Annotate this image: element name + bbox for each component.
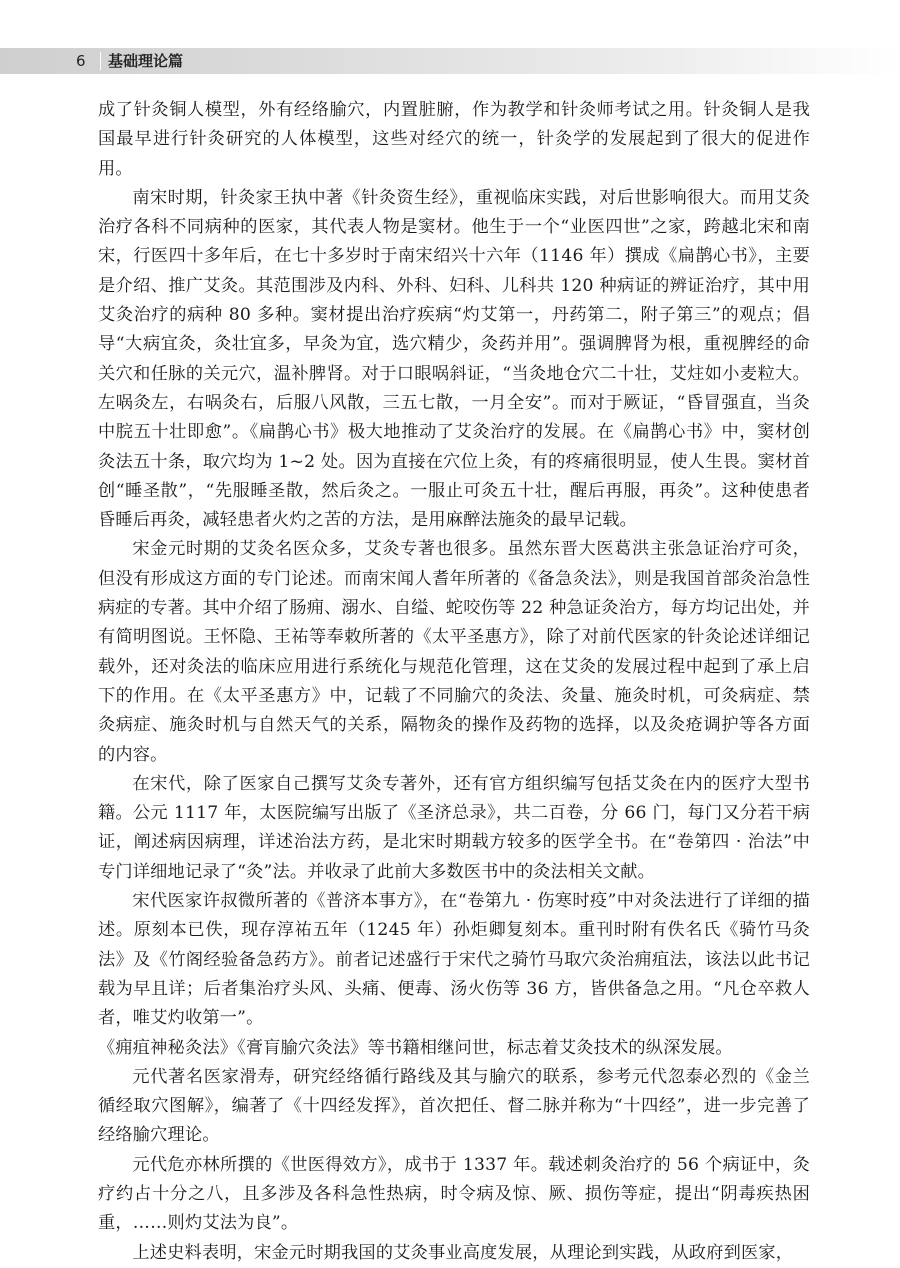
paragraph-1: 成了针灸铜人模型，外有经络腧穴，内置脏腑，作为教学和针灸师考试之用。针灸铜人是我国最早进行针灸研究的人体模型，这些对经穴的统一，针灸学的发展起到了很大的促进作用。 xyxy=(98,100,810,179)
paragraph-9: 上述史料表明，宋金元时期我国的艾灸事业高度发展，从理论到实践，从政府到医家， xyxy=(132,1242,794,1263)
paragraph-4: 在宋代，除了医家自己撰写艾灸专著外，还有官方组织编写包括艾灸在内的医疗大型书籍。公元 1117 年，太医院编写出版了《圣济总录》，共二百卷，分 66 门，每门又分若干病证，阐述病因病理，详述治法方药，是北宋时期载方较多的医学全书。在“卷第四 · 治法”中专门详细地记录了“灸”法。并收录了此前大多数医书中的灸法相关文献。 xyxy=(98,773,810,882)
paragraph-8: 元代危亦林所撰的《世医得效方》，成书于 1337 年。载述刺灸治疗的 56 个病证中，灸疗约占十分之八，且多涉及各科急性热病，时令病及惊、厥、损伤等症，提出“阴毒疾热困重，……则灼艾法为良”。 xyxy=(98,1154,810,1234)
header-divider xyxy=(100,52,101,70)
body-text xyxy=(98,96,810,1268)
page-number: 6 xyxy=(76,52,86,70)
paragraph-7: 元代著名医家滑寿，研究经络循行路线及其与腧穴的联系，参考元代忽泰必烈的《金兰循经取穴图解》，编著了《十四经发挥》，首次把任、督二脉并称为“十四经”，进一步完善了经络腧穴理论。 xyxy=(98,1066,810,1146)
paragraph-2: 南宋时期，针灸家王执中著《针灸资生经》，重视临床实践，对后世影响很大。而用艾灸治疗各科不同病种的医家，其代表人物是窦材。他生于一个“业医四世”之家，跨越北宋和南宋，行医四十多年后，在七十多岁时于南宋绍兴十六年（1146 年）撰成《扁鹊心书》，主要是介绍、推广艾灸。其范围涉及内科、外科、妇科、儿科共 120 种病证的辨证治疗，其中用艾灸治疗的病种 80 多种。窦材提出治疗疾病“灼艾第一，丹药第二，附子第三”的观点；倡导“大病宜灸，灸壮宜多，早灸为宜，选穴精少，灸药并用”。强调脾肾为根，重视脾经的命关穴和任脉的关元穴，温补脾肾。对于口眼㖞斜证，“当灸地仓穴二十壮，艾炷如小麦粒大。左㖞灸左，右㖞灸右，后服八风散，三五七散，一月全安”。而对于厥证，“昏冒强直，当灸中脘五十壮即愈”。《扁鹊心书》极大地推动了艾灸治疗的发展。在《扁鹊心书》中，窦材创灸法五十条，取穴均为 1~2 处。因为直接在穴位上灸，有的疼痛很明显，使人生畏。窦材首创“睡圣散”，“先服睡圣散，然后灸之。一服止可灸五十壮，醒后再服，再灸”。这种使患者昏睡后再灸，减轻患者火灼之苦的方法，是用麻醉法施灸的最早记载。 xyxy=(98,187,810,531)
paragraph-3: 宋金元时期的艾灸名医众多，艾灸专著也很多。虽然东晋大医葛洪主张急证治疗可灸，但没有形成这方面的专门论述。而南宋闻人耆年所著的《备急灸法》，则是我国首部灸治急性病症的专著。其中介绍了肠痈、溺水、自缢、蛇咬伤等 22 种急证灸治方，每方均记出处，并有简明图说。王怀隐、王祐等奉敕所著的《太平圣惠方》，除了对前代医家的针灸论述详细记载外，还对灸法的临床应用进行系统化与规范化管理，这在艾灸的发展过程中起到了承上启下的作用。在《太平圣惠方》中，记载了不同腧穴的灸法、灸量、施灸时机，可灸病症、禁灸病症、施灸时机与自然天气的关系，隔物灸的操作及药物的选择，以及灸疮调护等各方面的内容。 xyxy=(98,539,810,765)
section-title: 基础理论篇 xyxy=(108,52,184,70)
running-header xyxy=(0,48,900,74)
paragraph-6: 《痈疽神秘灸法》《膏肓腧穴灸法》等书籍相继问世，标志着艾灸技术的纵深发展。 xyxy=(98,1037,733,1058)
paragraph-5: 宋代医家许叔微所著的《普济本事方》，在“卷第九 · 伤寒时疫”中对灸法进行了详细的描述。原刻本已佚，现存淳祐五年（1245 年）孙炬卿复刻本。重刊时附有佚名氏《骑竹马灸法》及《竹阁经验备急药方》。前者记述盛行于宋代之骑竹马取穴灸治痈疽法，该法以此书记载为早且详；后者集治疗头风、头痛、便毒、汤火伤等 36 方，皆供备急之用。“凡仓卒救人者，唯艾灼收第一”。 xyxy=(98,891,810,1029)
